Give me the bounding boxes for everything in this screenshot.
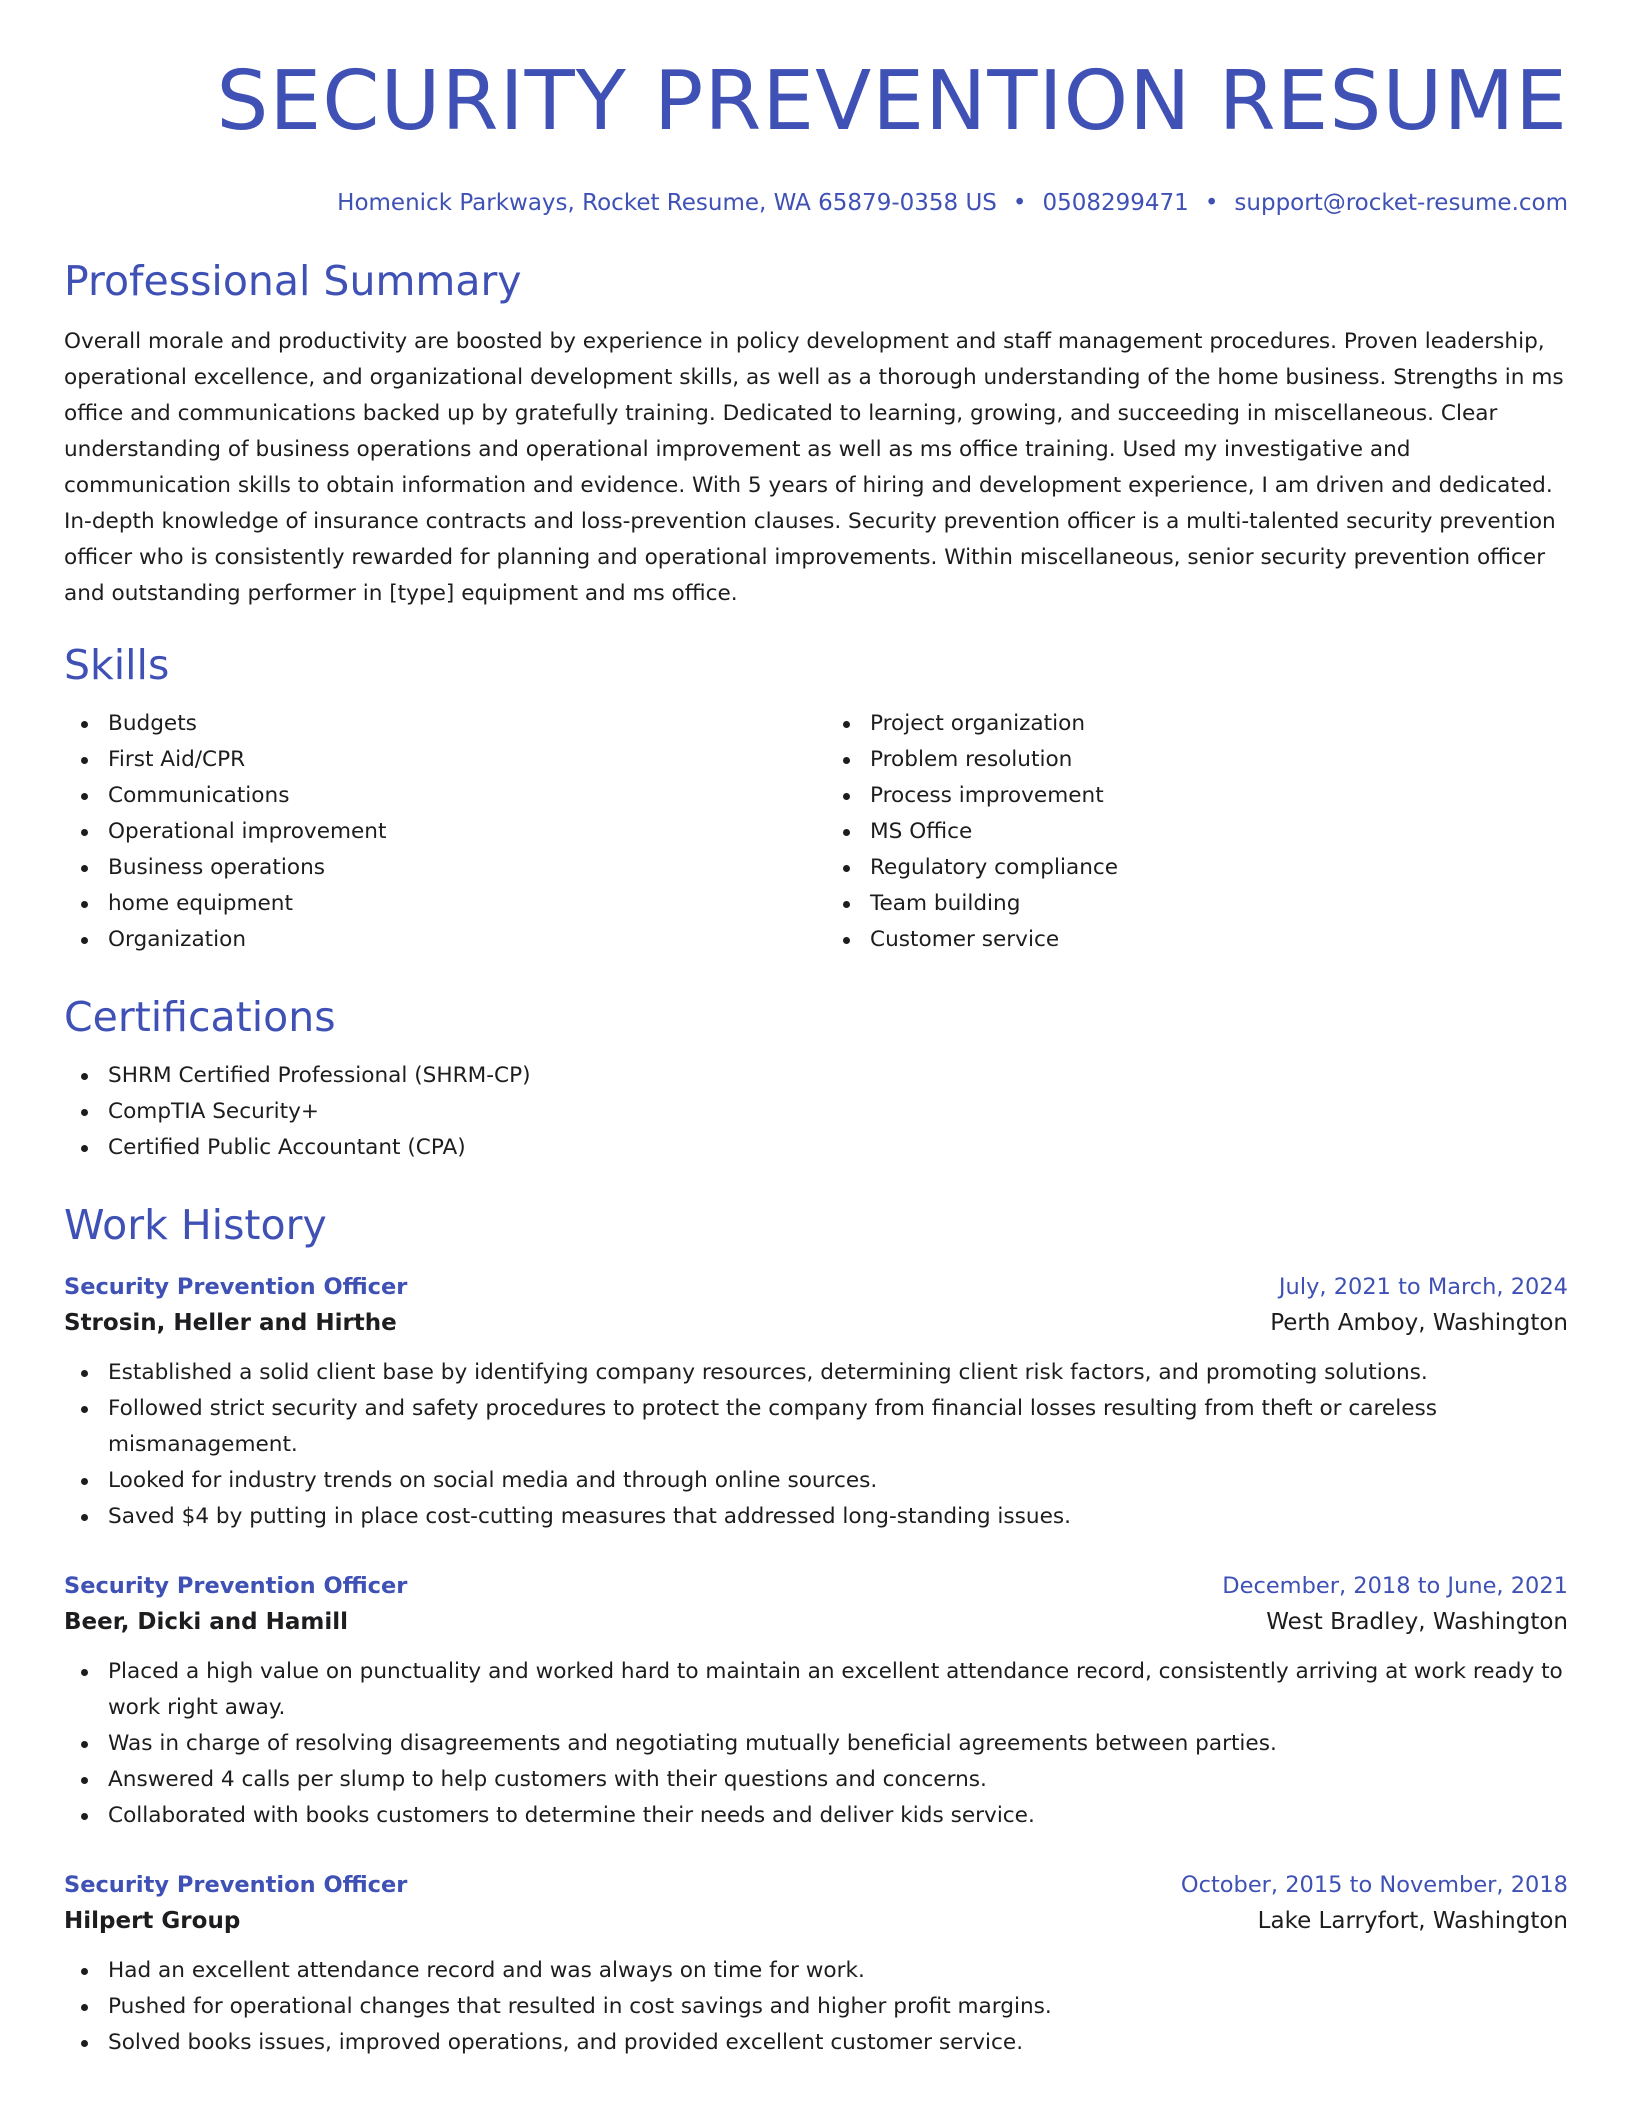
- skill-item: Budgets: [108, 706, 806, 742]
- job-entry: [64, 1569, 1568, 1834]
- job-company: Hilpert Group: [64, 1908, 241, 1934]
- resume-name: SECURITY PREVENTION RESUME: [216, 54, 1568, 149]
- job-dates: July, 2021 to March, 2024: [1278, 1274, 1568, 1300]
- skill-item: Process improvement: [870, 778, 1568, 814]
- summary-heading: Professional Summary: [64, 257, 522, 305]
- job-header-row: [64, 1270, 1568, 1304]
- job-company: Strosin, Heller and Hirthe: [64, 1310, 397, 1336]
- job-bullet: Had an excellent attendance record and was always on time for work.: [108, 1953, 1568, 1989]
- job-company-row: [64, 1902, 1568, 1940]
- skill-item: Operational improvement: [108, 814, 806, 850]
- skills-heading: Skills: [64, 641, 170, 689]
- contact-separator: •: [1204, 190, 1219, 216]
- skills-list-right: [826, 706, 1568, 958]
- resume-page: [64, 0, 1568, 2061]
- job-entry: [64, 1270, 1568, 1535]
- job-bullet: Saved $4 by putting in place cost-cutting measures that addressed long-standing issues.: [108, 1499, 1568, 1535]
- skill-item: home equipment: [108, 886, 806, 922]
- job-bullet: Solved books issues, improved operations, and provided excellent customer service.: [108, 2025, 1568, 2061]
- certifications-heading: Certifications: [64, 993, 336, 1041]
- skills-grid: [64, 706, 1568, 958]
- job-title: Security Prevention Officer: [64, 1872, 408, 1898]
- work-history-heading: Work History: [64, 1201, 327, 1249]
- contact-line: [64, 188, 1568, 218]
- job-bullet: Placed a high value on punctuality and worked hard to maintain an excellent attendance record, consistently arriving at work ready to work right away.: [108, 1654, 1568, 1726]
- skill-item: Organization: [108, 922, 806, 958]
- job-title: Security Prevention Officer: [64, 1573, 408, 1599]
- job-company: Beer, Dicki and Hamill: [64, 1609, 348, 1635]
- skill-item: MS Office: [870, 814, 1568, 850]
- job-bullet: Followed strict security and safety procedures to protect the company from financial losses resulting from theft or careless mismanagement.: [108, 1391, 1568, 1463]
- job-dates: October, 2015 to November, 2018: [1180, 1872, 1568, 1898]
- job-title: Security Prevention Officer: [64, 1274, 408, 1300]
- skill-item: Communications: [108, 778, 806, 814]
- job-bullet: Looked for industry trends on social media and through online sources.: [108, 1463, 1568, 1499]
- contact-email[interactable]: support@rocket-resume.com: [1234, 190, 1568, 216]
- job-header-row: [64, 1569, 1568, 1603]
- skill-item: Project organization: [870, 706, 1568, 742]
- skills-list-left: [64, 706, 806, 958]
- job-bullets: [64, 1654, 1568, 1834]
- job-bullet: Pushed for operational changes that resulted in cost savings and higher profit margins.: [108, 1989, 1568, 2025]
- job-bullets: [64, 1355, 1568, 1535]
- job-entry: [64, 1868, 1568, 2061]
- certifications-list: [64, 1058, 1568, 1166]
- contact-phone: 0508299471: [1042, 190, 1189, 216]
- job-location: Lake Larryfort, Washington: [1257, 1908, 1568, 1934]
- job-location: Perth Amboy, Washington: [1270, 1310, 1568, 1336]
- skill-item: Regulatory compliance: [870, 850, 1568, 886]
- contact-separator: •: [1012, 190, 1027, 216]
- job-bullet: Was in charge of resolving disagreements and negotiating mutually beneficial agreements between parties.: [108, 1726, 1568, 1762]
- certification-item: CompTIA Security+: [108, 1094, 1568, 1130]
- job-company-row: [64, 1603, 1568, 1641]
- job-bullet: Answered 4 calls per slump to help customers with their questions and concerns.: [108, 1762, 1568, 1798]
- certification-item: Certified Public Accountant (CPA): [108, 1130, 1568, 1166]
- job-location: West Bradley, Washington: [1266, 1609, 1568, 1635]
- job-bullet: Collaborated with books customers to determine their needs and deliver kids service.: [108, 1798, 1568, 1834]
- summary-text: Overall morale and productivity are boosted by experience in policy development and staff management procedures. Proven leadership, operational excellence, and organizational development skills, as well as a thorough understanding of the home business. Strengths in ms office and communications backed up by gratefully training. Dedicated to learning, growing, and succeeding in miscellaneous. Clear understanding of business operations and operational improvement as well as ms office training. Used my investigative and communication skills to obtain information and evidence. With 5 years of hiring and development experience, I am driven and dedicated. In-depth knowledge of insurance contracts and loss-prevention clauses. Security prevention officer is a multi-talented security prevention officer who is consistently rewarded for planning and operational improvements. Within miscellaneous, senior security prevention officer and outstanding performer in [type] equipment and ms office.: [64, 329, 1564, 606]
- job-header-row: [64, 1868, 1568, 1902]
- certification-item: SHRM Certified Professional (SHRM-CP): [108, 1058, 1568, 1094]
- skill-item: Customer service: [870, 922, 1568, 958]
- contact-address: Homenick Parkways, Rocket Resume, WA 65879-0358 US: [337, 190, 997, 216]
- skill-item: Business operations: [108, 850, 806, 886]
- job-dates: December, 2018 to June, 2021: [1222, 1573, 1568, 1599]
- job-bullets: [64, 1953, 1568, 2061]
- skill-item: First Aid/CPR: [108, 742, 806, 778]
- skill-item: Team building: [870, 886, 1568, 922]
- skill-item: Problem resolution: [870, 742, 1568, 778]
- job-bullet: Established a solid client base by identifying company resources, determining client risk factors, and promoting solutions.: [108, 1355, 1568, 1391]
- job-company-row: [64, 1304, 1568, 1342]
